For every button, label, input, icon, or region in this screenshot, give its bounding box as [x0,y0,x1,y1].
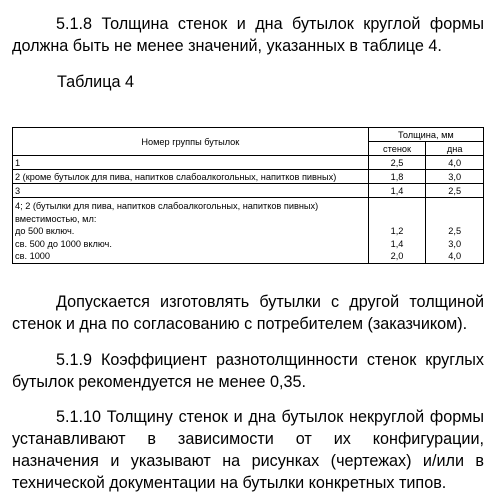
thickness-table [12,127,484,264]
sub-bottom: 2,5 [448,226,462,237]
table-row [13,184,484,198]
header-bottle-group: Номер группы бутылок [13,128,369,156]
paragraph-5-1-9: 5.1.9 Коэффициент разнотолщинности стенок круглых бутылок рекомендуется не менее 0,35. [12,351,484,391]
table-row-multi [13,198,484,264]
sub-label: до 500 включ. [15,226,75,237]
sub-bottom: 3,0 [448,238,462,249]
multi-line-2: вместимостью, мл: [15,213,97,224]
wall-cell: 1,8 [368,170,426,184]
wall-cell: 2,5 [368,156,426,170]
sub-wall: 2,0 [390,251,404,262]
bottom-cell: 2,5 [426,184,484,198]
header-bottom: дна [426,142,484,156]
table-row [13,170,484,184]
header-thickness: Толщина, мм [368,128,483,142]
sub-wall: 1,2 [390,226,404,237]
sub-bottom: 4,0 [448,251,462,262]
paragraph-5-1-10: 5.1.10 Толщину стенок и дна бутылок некруглой формы устанавливают в зависимости от их конфигурации, назначения и указывают на рисунках (чертежах) и/или в технической документации на бутылки конкретных типов. [12,408,484,492]
paragraph-permission: Допускается изготовлять бутылки с другой толщиной стенок и дна по согласованию с потребителем (заказчиком). [12,293,484,333]
sub-label: св. 500 до 1000 включ. [15,238,112,249]
group-cell: 3 [13,184,369,198]
sub-wall: 1,4 [390,238,404,249]
bottom-cell-multi [426,198,484,264]
multi-line-1: 4; 2 (бутылки для пива, напитков слабоалкогольных, напитков пивных) [15,201,319,211]
wall-cell: 1,4 [368,184,426,198]
group-cell: 2 (кроме бутылок для пива, напитков слабоалкогольных, напитков пивных) [13,170,369,184]
group-cell-multi [13,198,369,264]
bottom-cell: 4,0 [426,156,484,170]
wall-cell-multi [368,198,426,264]
sub-label: св. 1000 [15,251,51,262]
header-wall: стенок [368,142,426,156]
bottom-cell: 3,0 [426,170,484,184]
table-row [13,156,484,170]
paragraph-5-1-8: 5.1.8 Толщина стенок и дна бутылок круглой формы должна быть не менее значений, указанных в таблице 4. [12,15,484,55]
table-caption: Таблица 4 [57,73,134,91]
group-cell: 1 [13,156,369,170]
